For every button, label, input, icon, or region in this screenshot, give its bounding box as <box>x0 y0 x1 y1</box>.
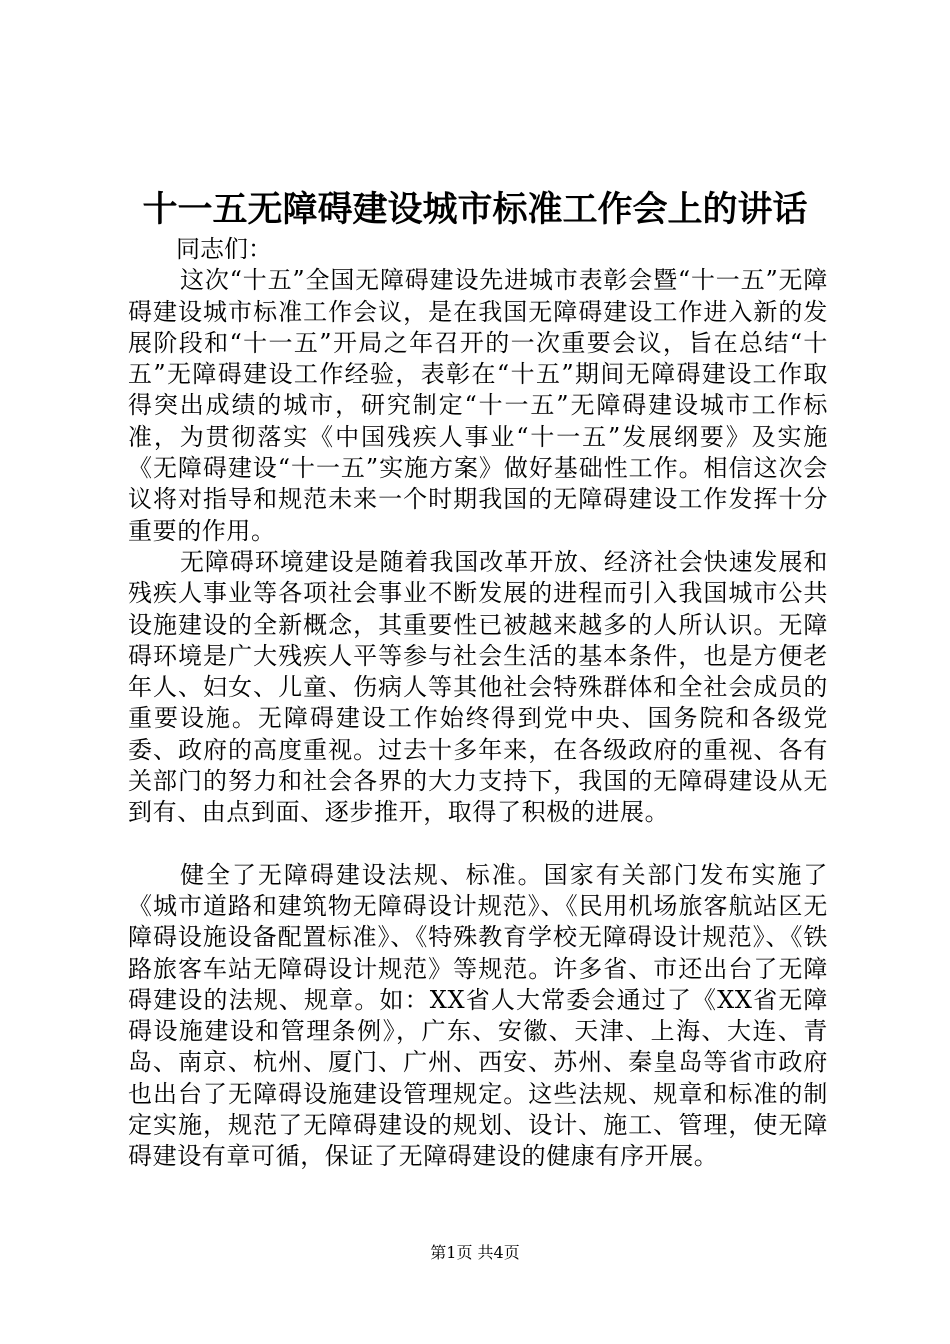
paragraph-spacer <box>128 829 828 860</box>
document-body <box>128 234 828 1173</box>
paragraph-2: 无障碍环境建设是随着我国改革开放、经济社会快速发展和残疾人事业等各项社会事业不断发展的进程而引入我国城市公共设施建设的全新概念，其重要性已被越来越多的人所认识。无障碍环境是广大残疾人平等参与社会生活的基本条件，也是方便老年人、妇女、儿童、伤病人等其他社会特殊群体和全社会成员的重要设施。无障碍建设工作始终得到党中央、国务院和各级党委、政府的高度重视。过去十多年来，在各级政府的重视、各有关部门的努力和社会各界的大力支持下，我国的无障碍建设从无到有、由点到面、逐步推开，取得了积极的进展。 <box>128 547 828 827</box>
document-title: 十一五无障碍建设城市标准工作会上的讲话 <box>142 189 808 230</box>
paragraph-3: 健全了无障碍建设法规、标准。国家有关部门发布实施了《城市道路和建筑物无障碍设计规范》、《民用机场旅客航站区无障碍设施设备配置标准》、《特殊教育学校无障碍设计规范》、《铁路旅客车站无障碍设计规范》等规范。许多省、市还出台了无障碍建设的法规、规章。如：XX省人大常委会通过了《XX省无障碍设施建设和管理条例》，广东、安徽、天津、上海、大连、青岛、南京、杭州、厦门、广州、西安、苏州、秦皇岛等省市政府也出台了无障碍设施建设管理规定。这些法规、规章和标准的制定实施，规范了无障碍建设的规划、设计、施工、管理，使无障碍建设有章可循，保证了无障碍建设的健康有序开展。 <box>128 860 828 1171</box>
paragraph-1: 这次“十五”全国无障碍建设先进城市表彰会暨“十一五”无障碍建设城市标准工作会议，是在我国无障碍建设工作进入新的发展阶段和“十一五”开局之年召开的一次重要会议，旨在总结“十五”无障碍建设工作经验，表彰在“十五”期间无障碍建设工作取得突出成绩的城市，研究制定“十一五”无障碍建设城市工作标准，为贯彻落实《中国残疾人事业“十一五”发展纲要》及实施《无障碍建设“十一五”实施方案》做好基础性工作。相信这次会议将对指导和规范未来一个时期我国的无障碍建设工作发挥十分重要的作用。 <box>128 266 828 545</box>
page-footer: 第1页 共4页 <box>430 1243 520 1262</box>
greeting: 同志们： <box>176 235 272 263</box>
